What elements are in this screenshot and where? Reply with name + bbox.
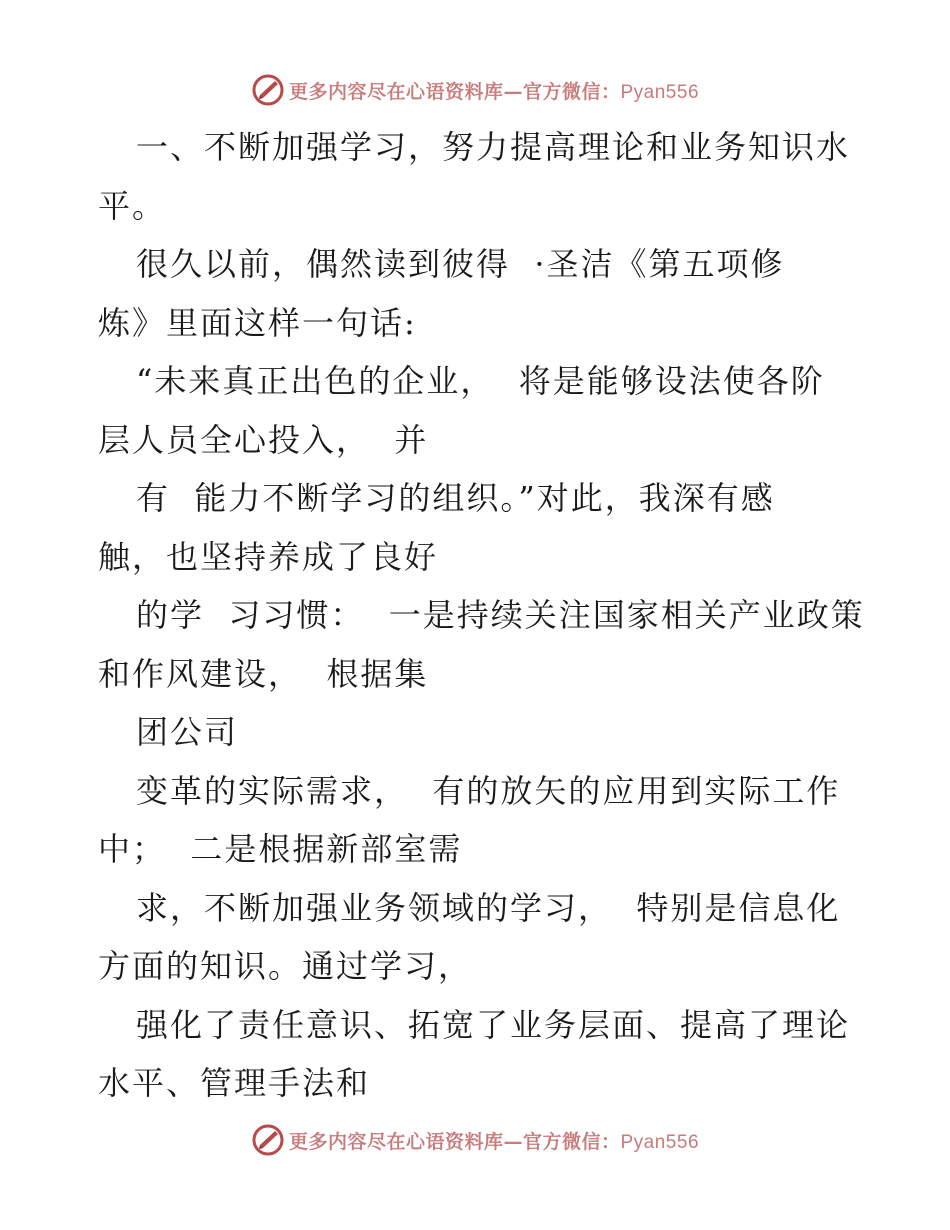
- text-line: 平。: [98, 186, 167, 225]
- banner-text: [289, 1127, 699, 1154]
- text-line: 团公司: [136, 713, 239, 751]
- text-line: 水平、管理手法和: [98, 1064, 371, 1102]
- text-line: 强化了责任意识、拓宽了业务层面、提高了理论: [136, 1005, 851, 1044]
- banner-title: 更多内容尽在心语资料库: [288, 1130, 504, 1153]
- banner-title: 更多内容尽在心语资料库: [288, 80, 504, 103]
- text-line: 一、不断加强学习，努力提高理论和业务知识水: [136, 128, 851, 166]
- banner-wechat-id: Pyan556: [620, 81, 700, 103]
- banner-dash: —: [503, 80, 523, 103]
- text-line: 的学 习习惯： 一是持续关注国家相关产业政策: [136, 596, 865, 634]
- brand-logo-icon: [251, 73, 285, 107]
- text-line: 变革的实际需求， 有的放矢的应用到实际工作: [136, 771, 841, 810]
- banner-label: 官方微信：: [522, 80, 621, 103]
- text-line: “未来真正出色的企业， 将是能够设法使各阶: [136, 362, 825, 400]
- text-line: 触，也坚持养成了良好: [98, 537, 439, 576]
- text-line: 很久以前，偶然读到彼得 ·圣洁《第五项修: [136, 245, 785, 283]
- text-line: 炼》里面这样一句话:: [98, 303, 417, 342]
- text-line: 有 能力不断学习的组织。”对此，我深有感: [136, 479, 775, 517]
- banner-dash: —: [503, 1130, 523, 1153]
- brand-logo-icon: [251, 1123, 285, 1157]
- banner-text: [289, 77, 699, 104]
- text-line: 中； 二是根据新部室需: [98, 830, 463, 868]
- header-banner: [0, 70, 950, 110]
- text-line: 方面的知识。通过学习，: [98, 947, 473, 985]
- document-body: [98, 118, 865, 1113]
- banner-label: 官方微信：: [522, 1130, 621, 1153]
- text-line: 层人员全心投入， 并: [98, 420, 429, 459]
- text-line: 和作风建设， 根据集: [98, 654, 429, 693]
- text-line: 求，不断加强业务领域的学习， 特别是信息化: [136, 888, 841, 927]
- banner-wechat-id: Pyan556: [620, 1131, 700, 1153]
- footer-banner: [0, 1120, 950, 1160]
